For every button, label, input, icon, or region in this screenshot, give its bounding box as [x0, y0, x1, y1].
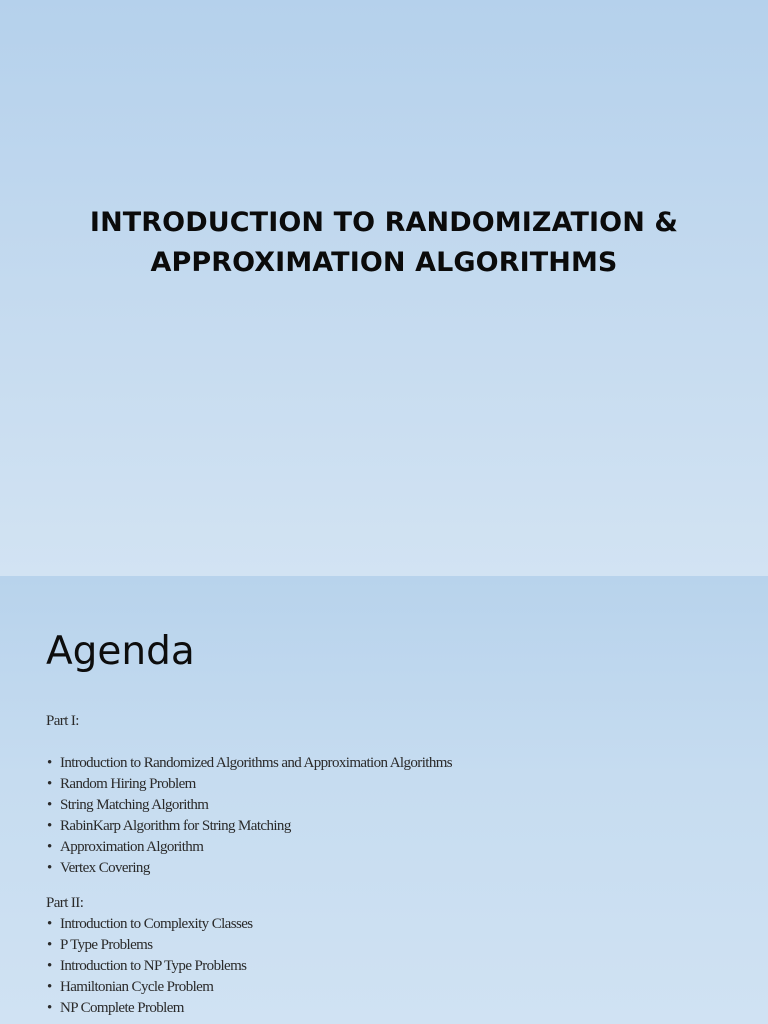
bullet-icon: • [47, 916, 52, 932]
slide-title-line-2: APPROXIMATION ALGORITHMS [150, 247, 618, 278]
bullet-icon: • [47, 755, 52, 771]
bullet-icon: • [47, 1000, 52, 1016]
part-1-list [46, 753, 746, 879]
bullet-icon: • [47, 937, 52, 953]
slide-title-line-1: INTRODUCTION TO RANDOMIZATION & [89, 207, 679, 238]
list-item-text: Introduction to NP Type Problems [60, 958, 247, 974]
list-item-text: Hamiltonian Cycle Problem [60, 979, 214, 995]
bullet-icon: • [47, 818, 52, 834]
bullet-icon: • [47, 839, 52, 855]
agenda-heading: Agenda [46, 629, 195, 674]
list-item-text: NP Complete Problem [60, 1000, 184, 1016]
part-2-spacer [46, 879, 746, 893]
list-item [46, 753, 746, 774]
list-item-text: P Type Problems [60, 937, 153, 953]
list-item-text: Introduction to Randomized Algorithms and Approximation Algorithms [60, 755, 453, 771]
bullet-icon: • [47, 979, 52, 995]
list-item [46, 858, 746, 879]
bullet-icon: • [47, 797, 52, 813]
list-item-text: Introduction to Complexity Classes [60, 916, 253, 932]
list-item [46, 795, 746, 816]
part-2-list [46, 914, 746, 1019]
list-item-text: String Matching Algorithm [60, 797, 209, 813]
agenda-slide [0, 576, 768, 1024]
agenda-body [46, 711, 746, 1019]
list-item-text: Approximation Algorithm [60, 839, 204, 855]
list-item [46, 977, 746, 998]
part-1-spacer [46, 732, 746, 753]
list-item [46, 774, 746, 795]
list-item [46, 816, 746, 837]
list-item [46, 998, 746, 1019]
list-item [46, 935, 746, 956]
list-item-text: RabinKarp Algorithm for String Matching [60, 818, 291, 834]
bullet-icon: • [47, 958, 52, 974]
list-item-text: Vertex Covering [60, 860, 150, 876]
part-2-label: Part II: [46, 895, 84, 911]
slide-title [40, 203, 728, 283]
bullet-icon: • [47, 860, 52, 876]
list-item [46, 837, 746, 858]
list-item [46, 914, 746, 935]
part-1-label: Part I: [46, 713, 79, 729]
list-item [46, 956, 746, 977]
bullet-icon: • [47, 776, 52, 792]
list-item-text: Random Hiring Problem [60, 776, 196, 792]
